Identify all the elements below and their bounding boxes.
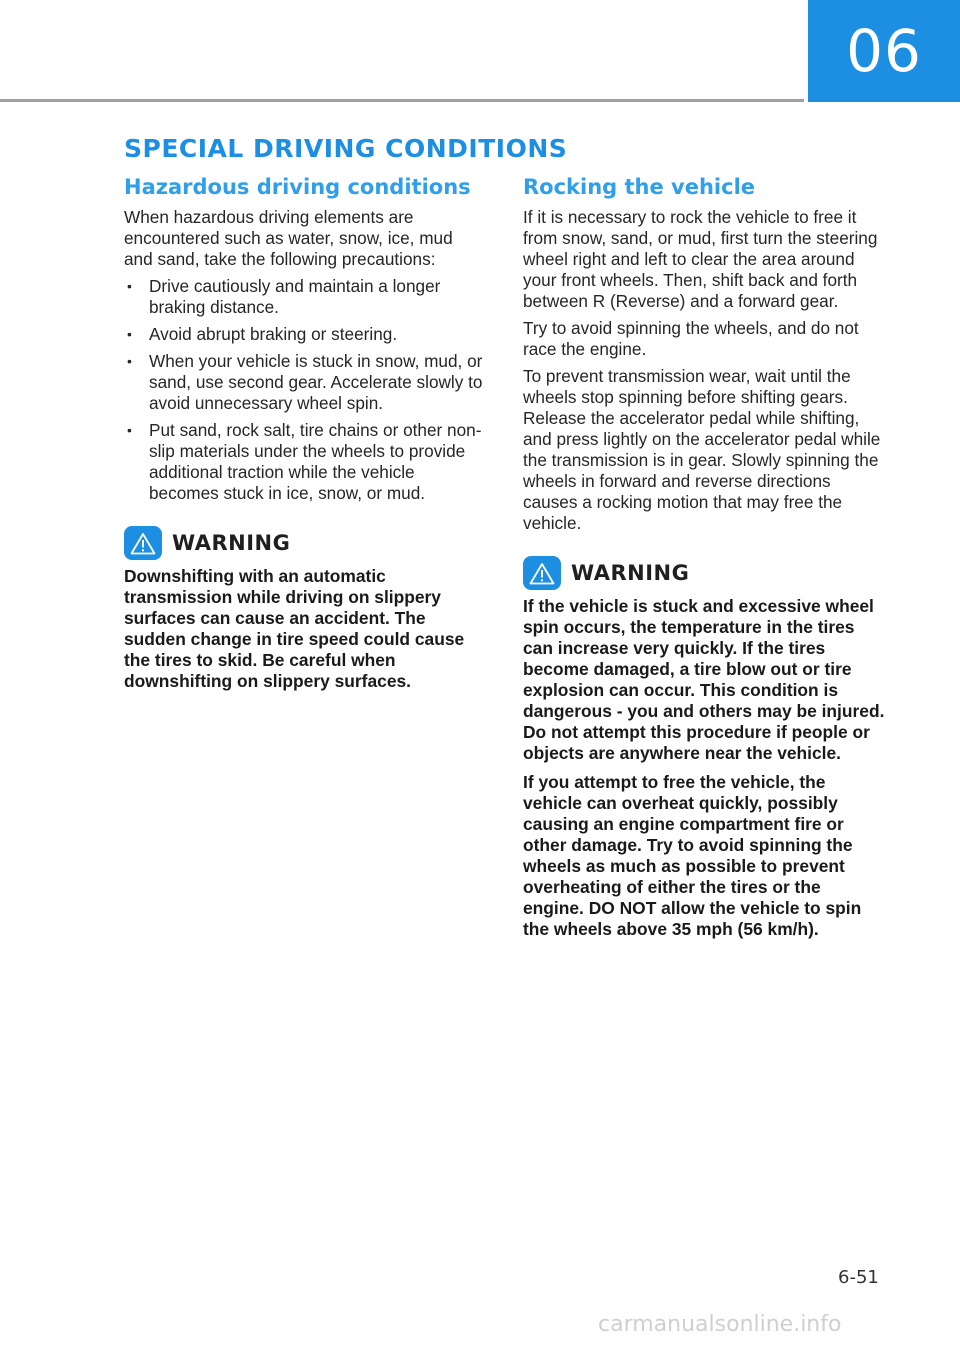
header-rule bbox=[0, 99, 804, 102]
list-item bbox=[124, 351, 486, 414]
bullet-icon: • bbox=[127, 326, 132, 342]
list-item-text: When your vehicle is stuck in snow, mud, or sand, use second gear. Accelerate slowly to avoid unnecessary wheel spin. bbox=[149, 351, 483, 413]
list-item-text: Put sand, rock salt, tire chains or other non-slip materials under the wheels to provide additional traction while the vehicle becomes stuck in ice, snow, or mud. bbox=[149, 420, 482, 503]
list-item bbox=[124, 276, 486, 318]
rocking-paragraph: If it is necessary to rock the vehicle to free it from snow, sand, or mud, first turn the steering wheel right and left to clear the area around your front wheels. Then, shift back and forth between R (Reverse) and a forward gear. bbox=[523, 207, 878, 311]
hazardous-intro: When hazardous driving elements are encountered such as water, snow, ice, mud and sand, take the following precautions: bbox=[124, 207, 453, 269]
bullet-icon: • bbox=[127, 422, 132, 438]
bullet-icon: • bbox=[127, 278, 132, 294]
chapter-tab: 06 bbox=[808, 0, 960, 102]
rocking-paragraph: To prevent transmission wear, wait until the wheels stop spinning before shifting gears. Release the accelerator pedal while shifting, and press lightly on the accelerator pedal while the transmission is in gear. Slowly spinning the wheels in forward and reverse directions causes a rocking motion that may free the vehicle. bbox=[523, 366, 881, 533]
section-title: SPECIAL DRIVING CONDITIONS bbox=[124, 134, 568, 163]
warning-title: WARNING bbox=[172, 531, 291, 555]
right-warning-text: If you attempt to free the vehicle, the vehicle can overheat quickly, possibly causing an engine compartment fire or other damage. Try to avoid spinning the wheels as much as possible to prevent overheating of either the tires or the engine. DO NOT allow the vehicle to spin the wheels above 35 mph (56 km/h). bbox=[523, 772, 862, 939]
left-warning-header bbox=[124, 526, 486, 560]
hazardous-conditions-heading: Hazardous driving conditions bbox=[124, 175, 471, 199]
bullet-icon: • bbox=[127, 353, 132, 369]
list-item bbox=[124, 324, 486, 345]
rocking-vehicle-heading: Rocking the vehicle bbox=[523, 175, 756, 199]
rocking-paragraph: Try to avoid spinning the wheels, and do not race the engine. bbox=[523, 318, 859, 359]
list-item bbox=[124, 420, 486, 504]
right-warning-header bbox=[523, 556, 885, 590]
warning-triangle-icon bbox=[124, 526, 162, 560]
left-warning-text: Downshifting with an automatic transmission while driving on slippery surfaces can cause an accident. The sudden change in tire speed could cause the tires to skid. Be careful when downshifting on slippery surfaces. bbox=[124, 566, 465, 691]
list-item-text: Avoid abrupt braking or steering. bbox=[149, 324, 398, 344]
list-item-text: Drive cautiously and maintain a longer braking distance. bbox=[149, 276, 441, 317]
precautions-list bbox=[124, 276, 486, 504]
warning-title: WARNING bbox=[571, 561, 690, 585]
warning-triangle-icon bbox=[523, 556, 561, 590]
right-column bbox=[523, 173, 885, 948]
left-column bbox=[124, 173, 486, 700]
right-warning-text: If the vehicle is stuck and excessive wheel spin occurs, the temperature in the tires can increase very quickly. If the tires become damaged, a tire blow out or tire explosion can occur. This condition is dangerous - you and others may be injured. Do not attempt this procedure if people or objects are anywhere near the vehicle. bbox=[523, 596, 885, 763]
page-number: 6-51 bbox=[838, 1267, 879, 1288]
watermark: carmanualsonline.info bbox=[598, 1312, 842, 1337]
